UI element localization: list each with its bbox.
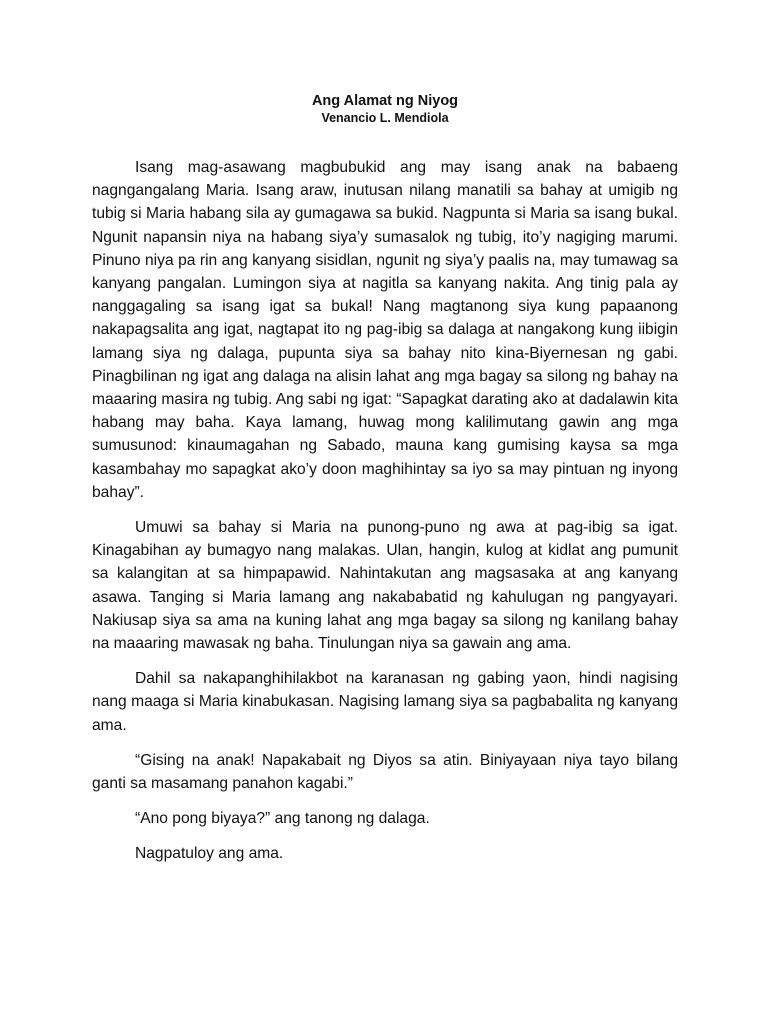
- paragraph-6: Nagpatuloy ang ama.: [135, 845, 284, 863]
- paragraph-5: “Ano pong biyaya?” ang tanong ng dalaga.: [135, 810, 430, 828]
- document-author: Venancio L. Mendiola: [321, 111, 449, 125]
- document-title: Ang Alamat ng Niyog: [311, 93, 459, 109]
- paragraph-4: “Gising na anak! Napakabait ng Diyos sa atin. Biniyayaan niya tayo bilang ganti sa masamang panahon kagabi.”: [92, 751, 678, 793]
- document-page: [92, 92, 678, 878]
- paragraph-1: Isang mag-asawang magbubukid ang may isang anak na babaeng nagngangalang Maria. Isang araw, inutusan nilang manatili sa bahay at umigib ng tubig si Maria habang sila ay gumagawa sa bukid. Nagpunta si Maria sa isang bukal. Ngunit napansin niya na habang siya’y sumasalok ng tubig, ito’y nagiging marumi. Pinuno niya pa rin ang kanyang sisidlan, ngunit ng siya’y paalis na, may tumawag sa kanyang pangalan. Lumingon siya at nagitla sa kanyang nakita. Ang tinig pala ay nanggagaling sa isang igat sa bukal! Nang magtanong siya kung papaanong nakapagsalita ang igat, nagtapat ito ng pag-ibig sa dalaga at nangakong kung iibigin lamang siya ng dalaga, pupunta siya sa bahay nito kina-Biyernesan ng gabi. Pinagbilinan ng igat ang dalaga na alisin lahat ang mga bagay sa silong ng bahay na maaaring masira ng tubig. Ang sabi ng igat: “Sapagkat darating ako at dadalawin kita habang may baha. Kaya lamang, huwag mong kalilimutang gawin ang mga sumusunod: kinaumagahan ng Sabado, mauna kang gumising kaysa sa mga kasambahay mo sapagkat ako’y doon maghihintay sa iyo sa may pintuan ng inyong bahay”.: [92, 159, 678, 501]
- paragraph-3: Dahil sa nakapanghihilakbot na karanasan ng gabing yaon, hindi nagising nang maaga si Maria kinabukasan. Nagising lamang siya sa pagbabalita ng kanyang ama.: [92, 670, 678, 734]
- paragraph-2: Umuwi sa bahay si Maria na punong-puno ng awa at pag-ibig sa igat. Kinagabihan ay bumagyo nang malakas. Ulan, hangin, kulog at kidlat ang pumunit sa kalangitan at sa himpapawid. Nahintakutan ang magsasaka at ang kanyang asawa. Tanging si Maria lamang ang nakababatid ng kahulugan ng pangyayari. Nakiusap siya sa ama na kuning lahat ang mga bagay sa silong ng kanilang bahay na maaaring mawasak ng baha. Tinulungan niya sa gawain ang ama.: [92, 519, 678, 653]
